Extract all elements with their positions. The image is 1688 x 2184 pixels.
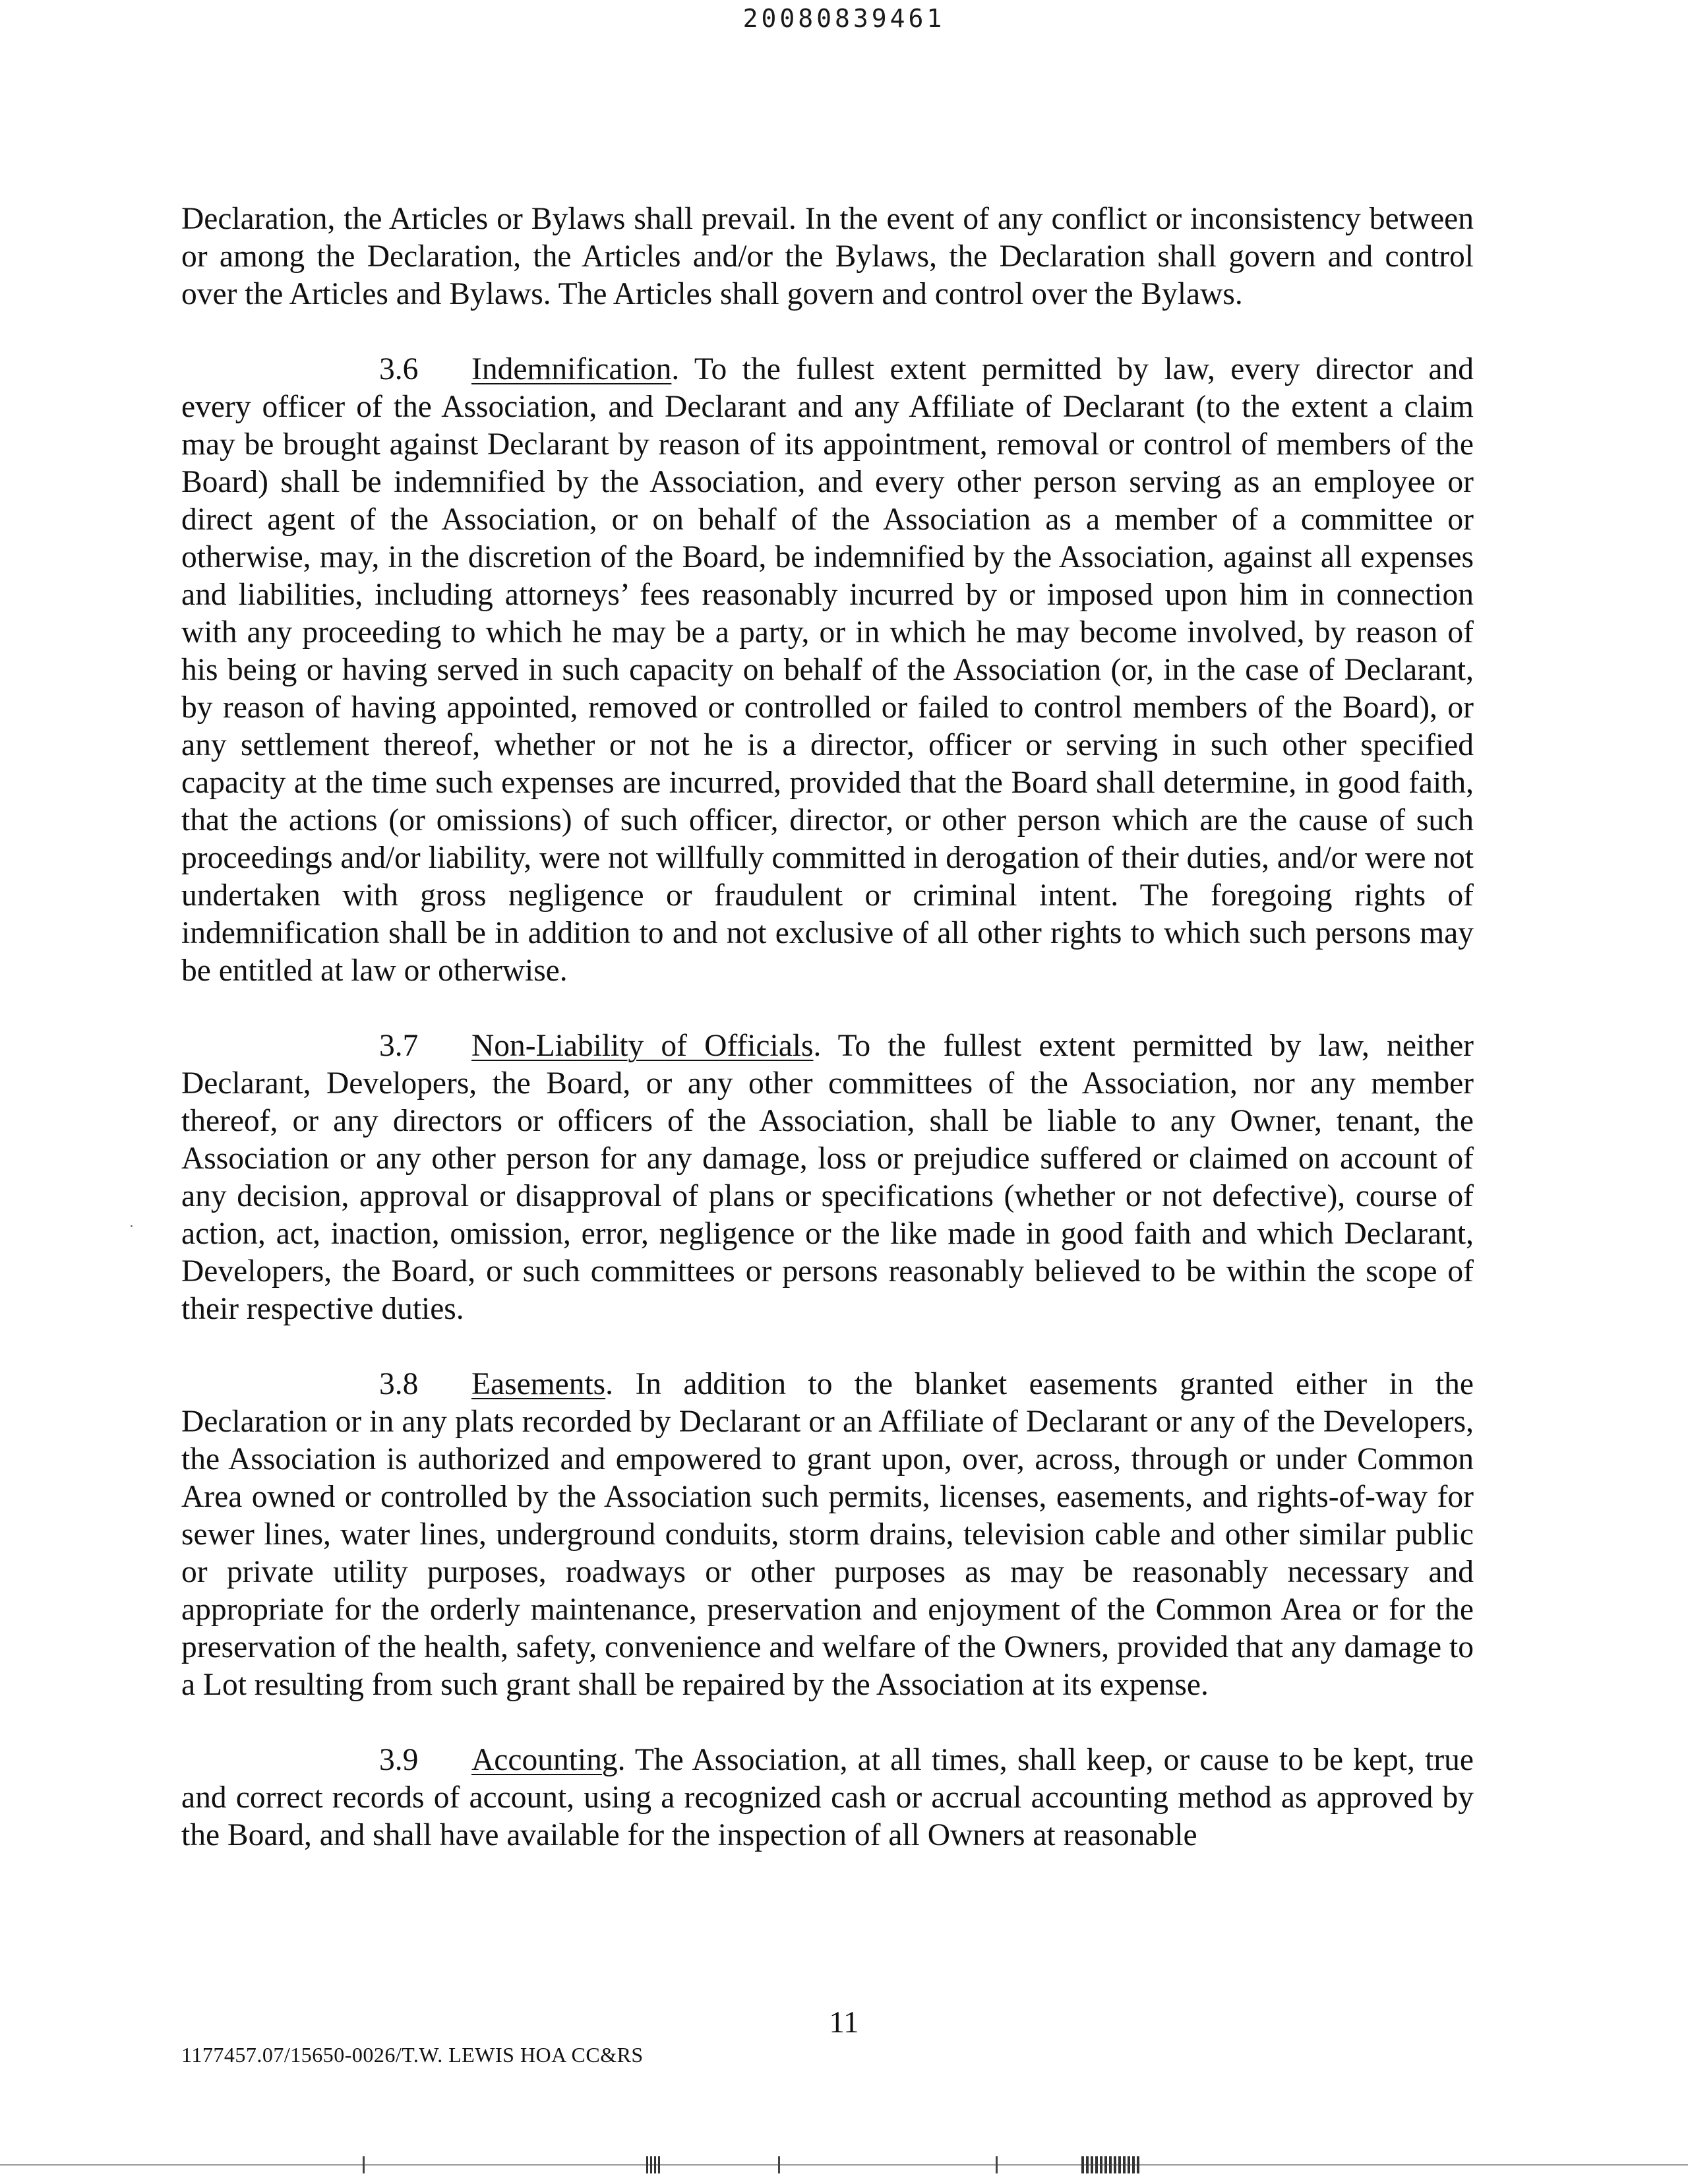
section-number: 3.9 (379, 1743, 419, 1777)
section-text: . To the fullest extent permitted by law, neither Declarant, Developers, the Board, or any other committees of the Association, nor any member thereof, or any directors or officers of the Association, shall be liable to any Owner, tenant, the Association or any other person for any damage, loss or prejudice suffered or claimed on account of any decision, approval or disapproval of plans or specifications (whether or not defective), course of action, act, inaction, omission, error, negligence or the like made in good faith and which Declarant, Developers, the Board, or such committees or persons reasonably believed to be within the scope of their respective duties. (181, 1029, 1474, 1326)
document-number: 20080839461 (742, 4, 946, 33)
section-title: Easements (471, 1367, 606, 1401)
section-text: . The Association, at all times, shall keep, or cause to be kept, true and correct records of account, using a recognized cash or accrual accounting method as approved by the Board, and shall have available for the inspection of all Owners at reasonable (181, 1743, 1474, 1852)
scan-artifact-dot (131, 1225, 133, 1227)
section-3-8 (181, 1366, 1474, 1704)
section-number: 3.8 (379, 1367, 419, 1401)
section-title: Accounting (471, 1743, 618, 1777)
footer-reference: 1177457.07/15650-0026/T.W. LEWIS HOA CC&RS (181, 2043, 644, 2067)
section-number: 3.7 (379, 1029, 419, 1063)
section-3-6 (181, 351, 1474, 990)
scan-artifact-mark (1081, 2156, 1141, 2173)
document-body (181, 200, 1474, 1892)
section-title: Indemnification (471, 352, 672, 386)
section-title: Non-Liability of Officials (471, 1029, 814, 1063)
page-number: 11 (829, 2005, 859, 2040)
scan-artifact-mark (996, 2156, 998, 2173)
scan-artifact-mark (646, 2156, 662, 2173)
intro-paragraph: Declaration, the Articles or Bylaws shall prevail. In the event of any conflict or inconsistency between or among the Declaration, the Articles and/or the Bylaws, the Declaration shall govern and control over the Articles and Bylaws. The Articles shall govern and control over the Bylaws. (181, 202, 1474, 311)
section-text: . In addition to the blanket easements granted either in the Declaration or in any plats recorded by Declarant or an Affiliate of Declarant or any of the Developers, the Association is authorized and empowered to grant upon, over, across, through or under Common Area owned or controlled by the Association such permits, licenses, easements, and rights-of-way for sewer lines, water lines, underground conduits, storm drains, television cable and other similar public or private utility purposes, roadways or other purposes as may be reasonably necessary and appropriate for the orderly maintenance, preservation and enjoyment of the Common Area or for the preservation of the health, safety, convenience and welfare of the Owners, provided that any damage to a Lot resulting from such grant shall be repaired by the Association at its expense. (181, 1367, 1474, 1702)
scan-artifact-mark (363, 2156, 365, 2173)
section-text: . To the fullest extent permitted by law, every director and every officer of the Association, and Declarant and any Affiliate of Declarant (to the extent a claim may be brought against Declarant by reason of its appointment, removal or control of members of the Board) shall be indemnified by the Association, and every other person serving as an employee or direct agent of the Association, or on behalf of the Association as a member of a committee or otherwise, may, in the discretion of the Board, be indemnified by the Association, against all expenses and liabilities, including attorneys’ fees reasonably incurred by or imposed upon him in connection with any proceeding to which he may be a party, or in which he may become involved, by reason of his being or having served in such capacity on behalf of the Association (or, in the case of Declarant, by reason of having appointed, removed or controlled or failed to control members of the Board), or any settlement thereof, whether or not he is a director, officer or serving in such other specified capacity at the time such expenses are incurred, provided that the Board shall determine, in good faith, that the actions (or omissions) of such officer, director, or other person which are the cause of such proceedings and/or liability, were not willfully committed in derogation of their duties, and/or were not undertaken with gross negligence or fraudulent or criminal intent. The foregoing rights of indemnification shall be in addition to and not exclusive of all other rights to which such persons may be entitled at law or otherwise. (181, 352, 1474, 988)
section-3-7 (181, 1027, 1474, 1328)
section-3-9 (181, 1742, 1474, 1854)
section-number: 3.6 (379, 352, 419, 386)
scan-artifact-mark (778, 2156, 780, 2173)
scan-edge-line (0, 2164, 1688, 2166)
